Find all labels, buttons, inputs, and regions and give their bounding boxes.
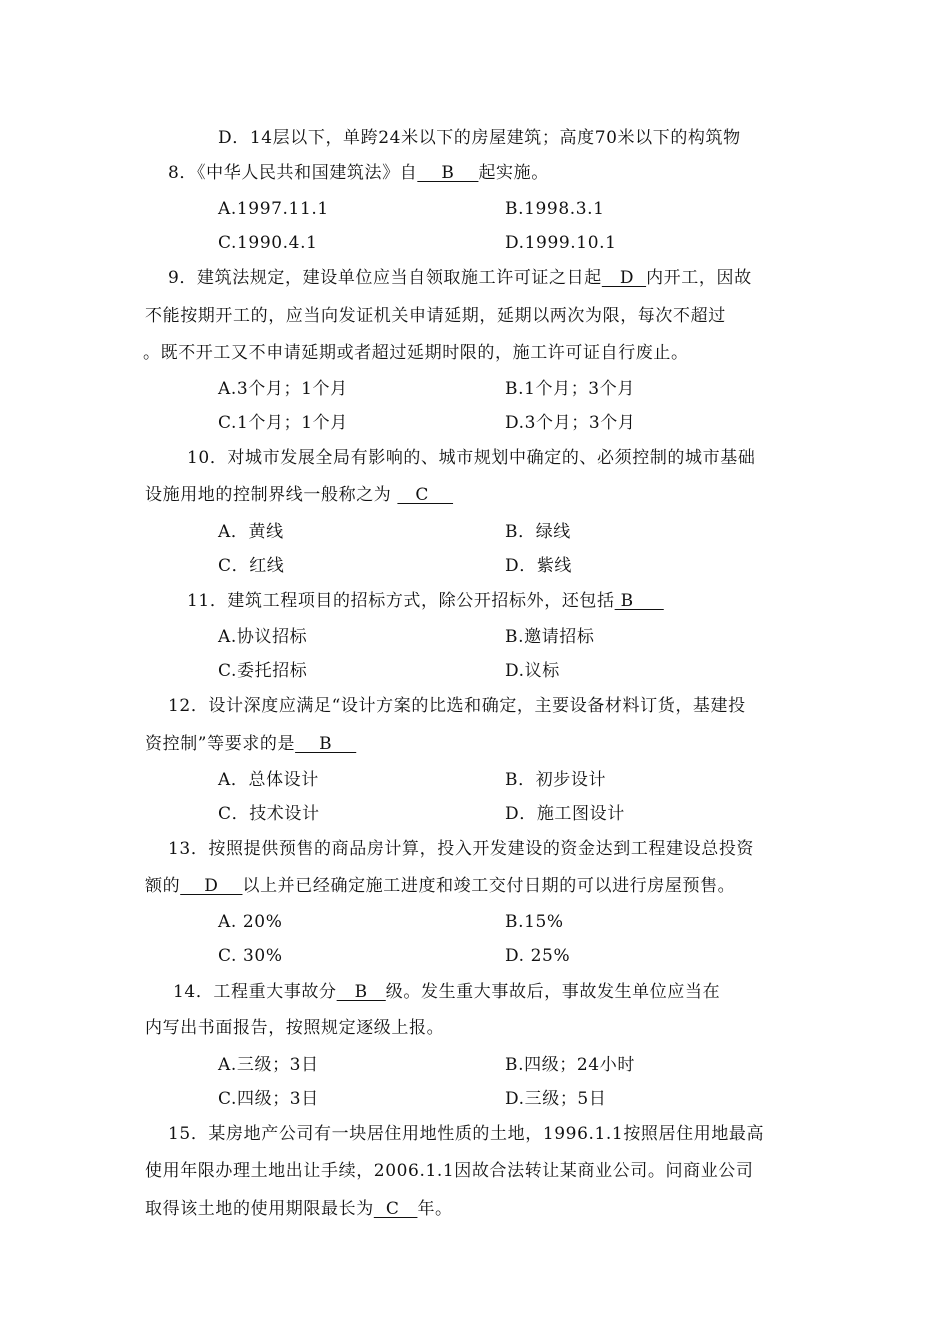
q15-prefix: 取得该土地的使用期限最长为 (145, 1199, 374, 1219)
q13-option-c: C. 30% (218, 946, 283, 966)
q10-prefix: 设施用地的控制界线一般称之为 (145, 485, 398, 505)
q14-option-d: D.三级；5日 (505, 1089, 607, 1109)
q15-suffix: 年。 (417, 1199, 453, 1219)
q12-line-2 (145, 732, 356, 756)
q10-answer-blank: C (397, 485, 454, 505)
q13-prefix: 额的 (145, 876, 181, 896)
q8-option-c: C.1990.4.1 (218, 233, 318, 253)
q8-option-a: A.1997.11.1 (218, 199, 329, 219)
q12-option-d: D．施工图设计 (505, 804, 625, 824)
q15-line-1: 15．某房地产公司有一块居住用地性质的土地，1996.1.1按照居住用地最高 (168, 1124, 765, 1144)
q10-option-d: D．紫线 (505, 556, 573, 576)
q9-option-d: D.3个月；3个月 (505, 413, 636, 433)
q14-answer-blank: B (336, 982, 386, 1002)
q11-prefix: 11．建筑工程项目的招标方式，除公开招标外，还包括 (187, 591, 615, 611)
q8-option-b: B.1998.3.1 (505, 199, 605, 219)
q14-option-a: A.三级；3日 (218, 1055, 319, 1075)
q11-option-c: C.委托招标 (218, 661, 308, 681)
q14-option-c: C.四级；3日 (218, 1089, 319, 1109)
q15-line-3 (145, 1197, 453, 1221)
q9-line-1 (168, 266, 752, 290)
q13-answer-blank: D (180, 876, 243, 896)
q14-option-b: B.四级；24小时 (505, 1055, 635, 1075)
q13-option-d: D. 25% (505, 946, 571, 966)
q9-option-b: B.1个月；3个月 (505, 379, 635, 399)
q12-option-a: A．总体设计 (218, 770, 319, 790)
q8-answer-blank: B (417, 163, 479, 183)
q9-prefix: 9．建筑法规定，建设单位应当自领取施工许可证之日起 (168, 268, 602, 288)
q13-suffix: 以上并已经确定施工进度和竣工交付日期的可以进行房屋预售。 (242, 876, 736, 896)
q14-suffix: 级。发生重大事故后，事故发生单位应当在 (385, 982, 721, 1002)
q8-question (168, 161, 549, 185)
q14-line-2: 内写出书面报告，按照规定逐级上报。 (145, 1018, 445, 1038)
q10-option-b: B．绿线 (505, 522, 571, 542)
q14-prefix: 14．工程重大事故分 (173, 982, 337, 1002)
q11-question (187, 589, 664, 613)
q13-option-a: A. 20% (218, 912, 283, 932)
q12-option-c: C．技术设计 (218, 804, 320, 824)
q9-line-3: 。既不开工又不申请延期或者超过延期时限的，施工许可证自行废止。 (143, 343, 689, 363)
q10-line-1: 10．对城市发展全局有影响的、城市规划中确定的、必须控制的城市基础 (187, 448, 756, 468)
q15-answer-blank: C (373, 1199, 418, 1219)
q11-option-a: A.协议招标 (218, 627, 308, 647)
q11-answer-blank: B (614, 591, 664, 611)
q10-option-c: C．红线 (218, 556, 285, 576)
q9-suffix: 内开工，因故 (646, 268, 752, 288)
q13-option-b: B.15% (505, 912, 564, 932)
q7-option-d: D．14层以下，单跨24米以下的房屋建筑；高度70米以下的构筑物 (218, 128, 741, 148)
q9-answer-blank: D (601, 268, 647, 288)
q8-option-d: D.1999.10.1 (505, 233, 617, 253)
q12-prefix: 资控制”等要求的是 (145, 734, 296, 754)
q14-line-1 (173, 980, 720, 1004)
q15-line-2: 使用年限办理土地出让手续，2006.1.1因故合法转让某商业公司。问商业公司 (145, 1161, 754, 1181)
q10-option-a: A．黄线 (218, 522, 284, 542)
q12-answer-blank: B (295, 734, 357, 754)
q12-line-1: 12．设计深度应满足“设计方案的比选和确定，主要设备材料订货，基建投 (168, 696, 746, 716)
q10-line-2 (145, 483, 453, 507)
q9-option-c: C.1个月；1个月 (218, 413, 348, 433)
q8-suffix: 起实施。 (478, 163, 549, 183)
q11-option-b: B.邀请招标 (505, 627, 595, 647)
q9-option-a: A.3个月；1个月 (218, 379, 348, 399)
q12-option-b: B．初步设计 (505, 770, 607, 790)
q9-line-2: 不能按期开工的，应当向发证机关申请延期，延期以两次为限，每次不超过 (145, 306, 726, 326)
q11-option-d: D.议标 (505, 661, 560, 681)
q13-line-1: 13．按照提供预售的商品房计算，投入开发建设的资金达到工程建设总投资 (168, 839, 755, 859)
q13-line-2 (145, 874, 735, 898)
q8-prefix: 8．《中华人民共和国建筑法》自 (168, 163, 418, 183)
